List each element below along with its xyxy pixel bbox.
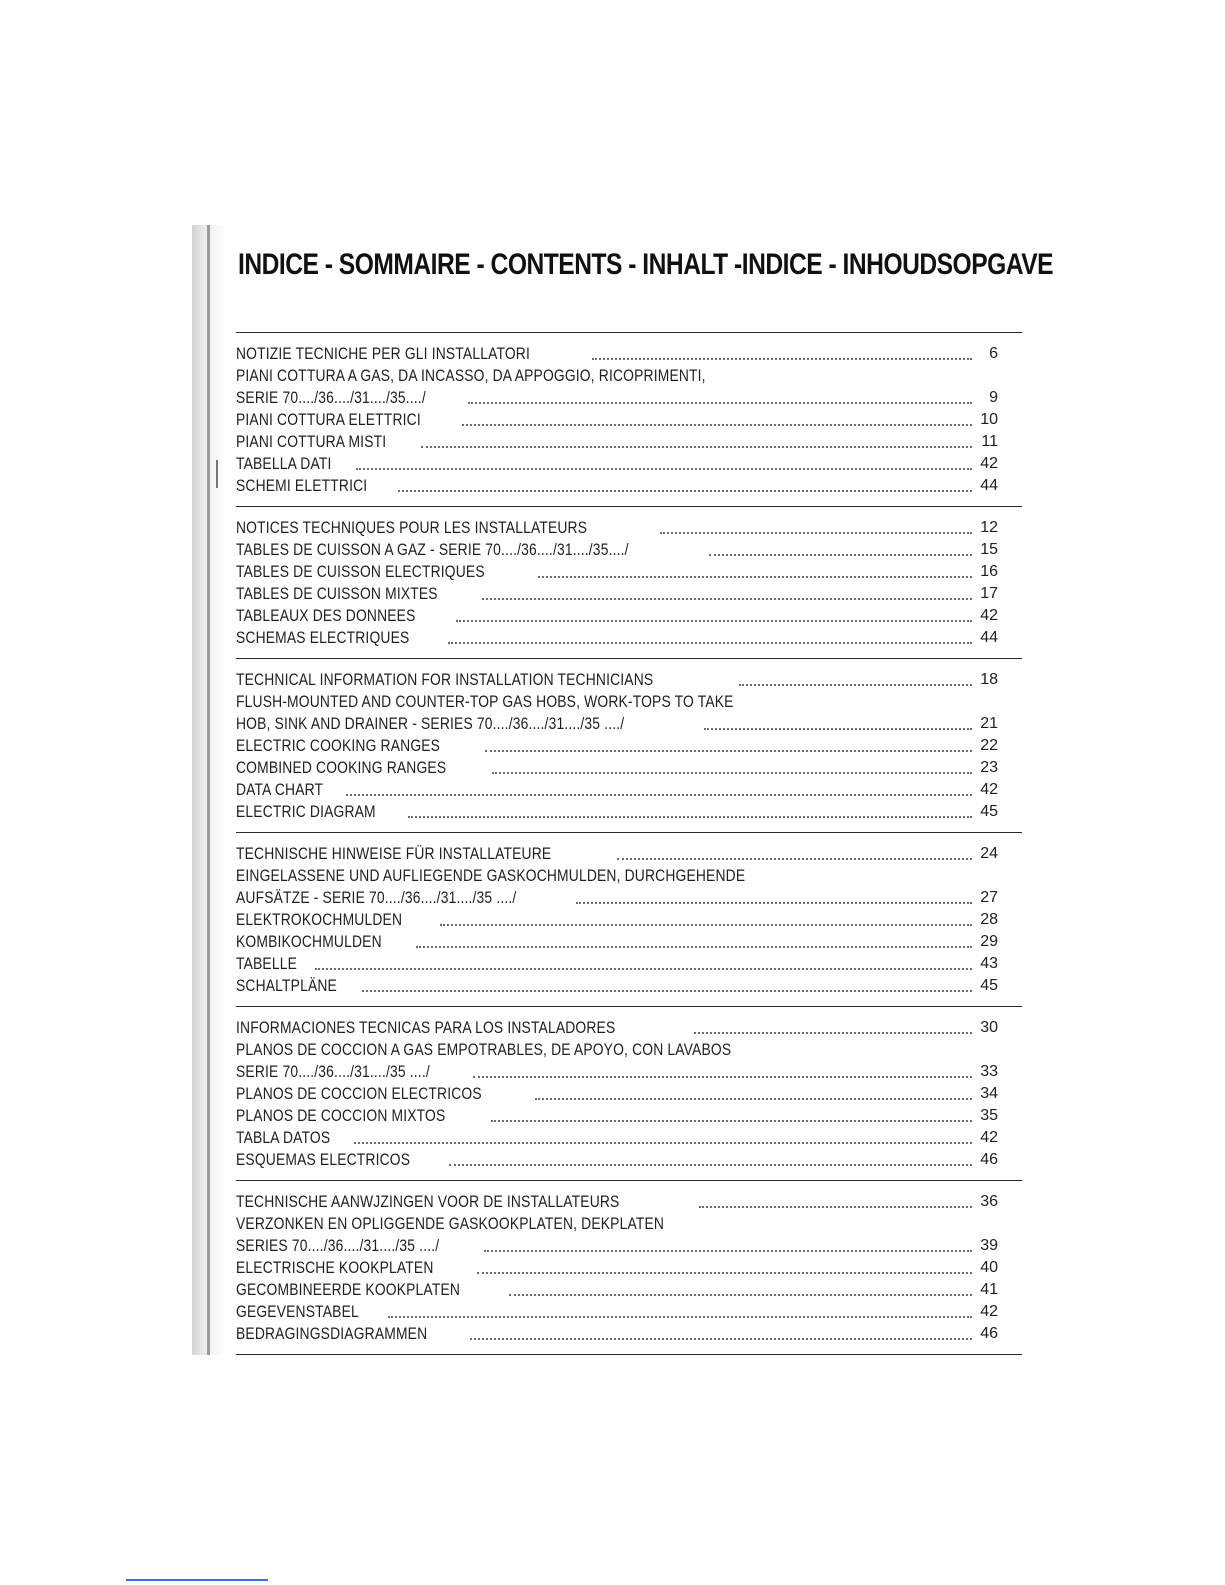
toc-entry[interactable] [236, 801, 998, 823]
toc-entry[interactable] [236, 1213, 998, 1235]
toc-entry-title: NOTICES TECHNIQUES POUR LES INSTALLATEURS [236, 519, 588, 537]
toc-page-number: 17 [980, 585, 998, 602]
toc-entry[interactable] [236, 517, 998, 539]
toc-entry-title: EINGELASSENE UND AUFLIEGENDE GASKOCHMULDEN, DURCHGEHENDE [236, 867, 746, 885]
toc-page-number: 12 [980, 519, 998, 536]
toc-entry[interactable] [236, 387, 998, 409]
toc-entry-title: TABLEAUX DES DONNEES [236, 607, 416, 625]
dot-leader [509, 1294, 972, 1296]
toc-entry[interactable] [236, 909, 998, 931]
toc-entry-title: INFORMACIONES TECNICAS PARA LOS INSTALADORES [236, 1019, 616, 1037]
toc-page-number: 42 [980, 781, 998, 798]
toc-entry[interactable] [236, 365, 998, 387]
dot-leader [538, 576, 972, 578]
toc-section [236, 832, 1022, 1006]
toc-page-number: 9 [989, 389, 998, 406]
toc-page-number: 29 [980, 933, 998, 950]
table-of-contents [236, 332, 1022, 1355]
toc-entry-title: ELECTRIC DIAGRAM [236, 803, 376, 821]
toc-page-number: 22 [980, 737, 998, 754]
toc-entry-title: SCHEMAS ELECTRIQUES [236, 629, 410, 647]
toc-page-number: 46 [980, 1151, 998, 1168]
dot-leader [592, 358, 972, 360]
toc-entry[interactable] [236, 1191, 998, 1213]
toc-entry[interactable] [236, 561, 998, 583]
toc-entry[interactable] [236, 1301, 998, 1323]
dot-leader [356, 468, 972, 470]
toc-entry-title: SERIES 70..../36..../31..../35 ..../ [236, 1237, 440, 1255]
toc-page-number: 34 [980, 1085, 998, 1102]
toc-entry-title: TABLES DE CUISSON ELECTRIQUES [236, 563, 485, 581]
toc-section [236, 1180, 1022, 1355]
toc-entry-title: DATA CHART [236, 781, 324, 799]
toc-entry[interactable] [236, 343, 998, 365]
toc-entry[interactable] [236, 453, 998, 475]
dot-leader [362, 990, 972, 992]
toc-entry[interactable] [236, 1279, 998, 1301]
toc-page-number: 43 [980, 955, 998, 972]
toc-entry-title: SCHALTPLÄNE [236, 977, 337, 995]
toc-entry[interactable] [236, 431, 998, 453]
toc-page-number: 11 [981, 433, 998, 450]
toc-entry-title: SERIE 70..../36..../31..../35..../ [236, 389, 426, 407]
toc-page-number: 10 [980, 411, 998, 428]
toc-page-number: 40 [980, 1259, 998, 1276]
toc-entry-title: TABLES DE CUISSON A GAZ - SERIE 70..../36..../31..../35..../ [236, 541, 629, 559]
binding-mark [216, 460, 218, 488]
toc-page-number: 44 [980, 477, 998, 494]
toc-entry-title: PLANOS DE COCCION A GAS EMPOTRABLES, DE APOYO, CON LAVABOS [236, 1041, 732, 1059]
toc-entry-title: GEGEVENSTABEL [236, 1303, 359, 1321]
toc-entry-title: TABLES DE CUISSON MIXTES [236, 585, 438, 603]
toc-page-number: 28 [980, 911, 998, 928]
toc-page-number: 24 [980, 845, 998, 862]
toc-entry-title: TABELLA DATI [236, 455, 332, 473]
dot-leader [421, 446, 972, 448]
toc-section [236, 1006, 1022, 1180]
toc-page-number: 39 [980, 1237, 998, 1254]
toc-entry-title: TABLA DATOS [236, 1129, 331, 1147]
toc-page-number: 16 [980, 563, 998, 580]
toc-entry-title: TECHNISCHE AANWJZINGEN VOOR DE INSTALLATEURS [236, 1193, 620, 1211]
toc-entry[interactable] [236, 1257, 998, 1279]
toc-entry[interactable] [236, 691, 998, 713]
toc-entry-title: KOMBIKOCHMULDEN [236, 933, 382, 951]
dot-leader [398, 490, 972, 492]
toc-entry[interactable] [236, 1017, 998, 1039]
toc-page-number: 42 [980, 607, 998, 624]
toc-entry[interactable] [236, 1127, 998, 1149]
dot-leader [388, 1316, 972, 1318]
toc-entry[interactable] [236, 1323, 998, 1345]
toc-section [236, 506, 1022, 658]
page-title: INDICE - SOMMAIRE - CONTENTS - INHALT -INDICE - INHOUDSOPGAVE [238, 248, 1054, 281]
dot-leader [462, 424, 972, 426]
dot-leader [535, 1098, 972, 1100]
dot-leader [699, 1206, 973, 1208]
toc-entry-title: PLANOS DE COCCION MIXTOS [236, 1107, 446, 1125]
toc-entry[interactable] [236, 865, 998, 887]
toc-entry[interactable] [236, 1083, 998, 1105]
toc-page-number: 46 [980, 1325, 998, 1342]
toc-entry[interactable] [236, 539, 998, 561]
toc-entry[interactable] [236, 953, 998, 975]
dot-leader [473, 1076, 972, 1078]
dot-leader [354, 1142, 972, 1144]
toc-page-number: 15 [980, 541, 998, 558]
dot-leader [491, 1120, 972, 1122]
dot-leader [484, 1250, 972, 1252]
toc-section [236, 332, 1022, 506]
toc-page-number: 41 [980, 1281, 998, 1298]
toc-section [236, 658, 1022, 832]
toc-page-number: 45 [980, 803, 998, 820]
toc-entry-title: GECOMBINEERDE KOOKPLATEN [236, 1281, 461, 1299]
toc-entry-title: ELEKTROKOCHMULDEN [236, 911, 403, 929]
toc-page-number: 23 [980, 759, 998, 776]
dot-leader [617, 858, 972, 860]
toc-entry[interactable] [236, 1235, 998, 1257]
dot-leader [416, 946, 972, 948]
page-link-underline[interactable] [126, 1579, 268, 1581]
dot-leader [660, 532, 972, 534]
toc-entry-title: PLANOS DE COCCION ELECTRICOS [236, 1085, 482, 1103]
dot-leader [449, 1164, 972, 1166]
toc-page-number: 45 [980, 977, 998, 994]
toc-entry-title: AUFSÄTZE - SERIE 70..../36..../31..../35 ..../ [236, 889, 517, 907]
toc-entry[interactable] [236, 1039, 998, 1061]
toc-entry[interactable] [236, 1105, 998, 1127]
toc-entry-title: ESQUEMAS ELECTRICOS [236, 1151, 411, 1169]
toc-page-number: 35 [980, 1107, 998, 1124]
toc-entry[interactable] [236, 669, 998, 691]
toc-page-number: 42 [980, 455, 998, 472]
dot-leader [694, 1032, 972, 1034]
toc-page-number: 21 [980, 715, 998, 732]
toc-entry[interactable] [236, 605, 998, 627]
toc-entry-title: FLUSH-MOUNTED AND COUNTER-TOP GAS HOBS, WORK-TOPS TO TAKE [236, 693, 734, 711]
page-binding-edge [207, 225, 210, 1355]
toc-page-number: 36 [980, 1193, 998, 1210]
toc-entry[interactable] [236, 843, 998, 865]
toc-entry[interactable] [236, 627, 998, 649]
dot-leader [315, 968, 972, 970]
toc-entry-title: ELECTRIC COOKING RANGES [236, 737, 441, 755]
toc-entry[interactable] [236, 887, 998, 909]
toc-page-number: 42 [980, 1303, 998, 1320]
toc-page-number: 27 [980, 889, 998, 906]
toc-entry[interactable] [236, 409, 998, 431]
dot-leader [448, 642, 972, 644]
dot-leader [468, 402, 972, 404]
toc-entry-title: SERIE 70..../36..../31..../35 ..../ [236, 1063, 430, 1081]
toc-entry-title: TECHNISCHE HINWEISE FÜR INSTALLATEURE [236, 845, 552, 863]
dot-leader [739, 684, 972, 686]
toc-entry[interactable] [236, 475, 998, 497]
toc-page-number: 44 [980, 629, 998, 646]
toc-entry-title: TECHNICAL INFORMATION FOR INSTALLATION TECHNICIANS [236, 671, 654, 689]
toc-entry-title: NOTIZIE TECNICHE PER GLI INSTALLATORI [236, 345, 530, 363]
toc-entry[interactable] [236, 583, 998, 605]
toc-entry[interactable] [236, 1061, 998, 1083]
toc-entry-title: PIANI COTTURA A GAS, DA INCASSO, DA APPOGGIO, RICOPRIMENTI, [236, 367, 706, 385]
dot-leader [492, 772, 972, 774]
toc-entry-title: COMBINED COOKING RANGES [236, 759, 447, 777]
dot-leader [470, 1338, 972, 1340]
toc-entry-title: BEDRAGINGSDIAGRAMMEN [236, 1325, 428, 1343]
toc-entry[interactable] [236, 779, 998, 801]
toc-page-number: 33 [980, 1063, 998, 1080]
dot-leader [576, 902, 972, 904]
toc-entry-title: PIANI COTTURA MISTI [236, 433, 387, 451]
dot-leader [440, 924, 972, 926]
dot-leader [482, 598, 972, 600]
toc-entry[interactable] [236, 1149, 998, 1171]
toc-page-number: 6 [989, 345, 998, 362]
toc-entry[interactable] [236, 975, 998, 997]
toc-entry-title: PIANI COTTURA ELETTRICI [236, 411, 421, 429]
toc-entry-title: ELECTRISCHE KOOKPLATEN [236, 1259, 434, 1277]
dot-leader [485, 750, 972, 752]
toc-page-number: 42 [980, 1129, 998, 1146]
toc-entry[interactable] [236, 713, 998, 735]
toc-entry-title: SCHEMI ELETTRICI [236, 477, 368, 495]
toc-entry[interactable] [236, 757, 998, 779]
dot-leader [709, 554, 972, 556]
toc-entry-title: HOB, SINK AND DRAINER - SERIES 70..../36..../31..../35 ..../ [236, 715, 625, 733]
dot-leader [477, 1272, 972, 1274]
toc-entry[interactable] [236, 735, 998, 757]
dot-leader [346, 794, 972, 796]
toc-entry-title: TABELLE [236, 955, 298, 973]
dot-leader [704, 728, 972, 730]
toc-entry-title: VERZONKEN EN OPLIGGENDE GASKOOKPLATEN, DEKPLATEN [236, 1215, 665, 1233]
dot-leader [456, 620, 972, 622]
toc-entry[interactable] [236, 931, 998, 953]
toc-page-number: 30 [980, 1019, 998, 1036]
toc-page-number: 18 [980, 671, 998, 688]
dot-leader [408, 816, 972, 818]
